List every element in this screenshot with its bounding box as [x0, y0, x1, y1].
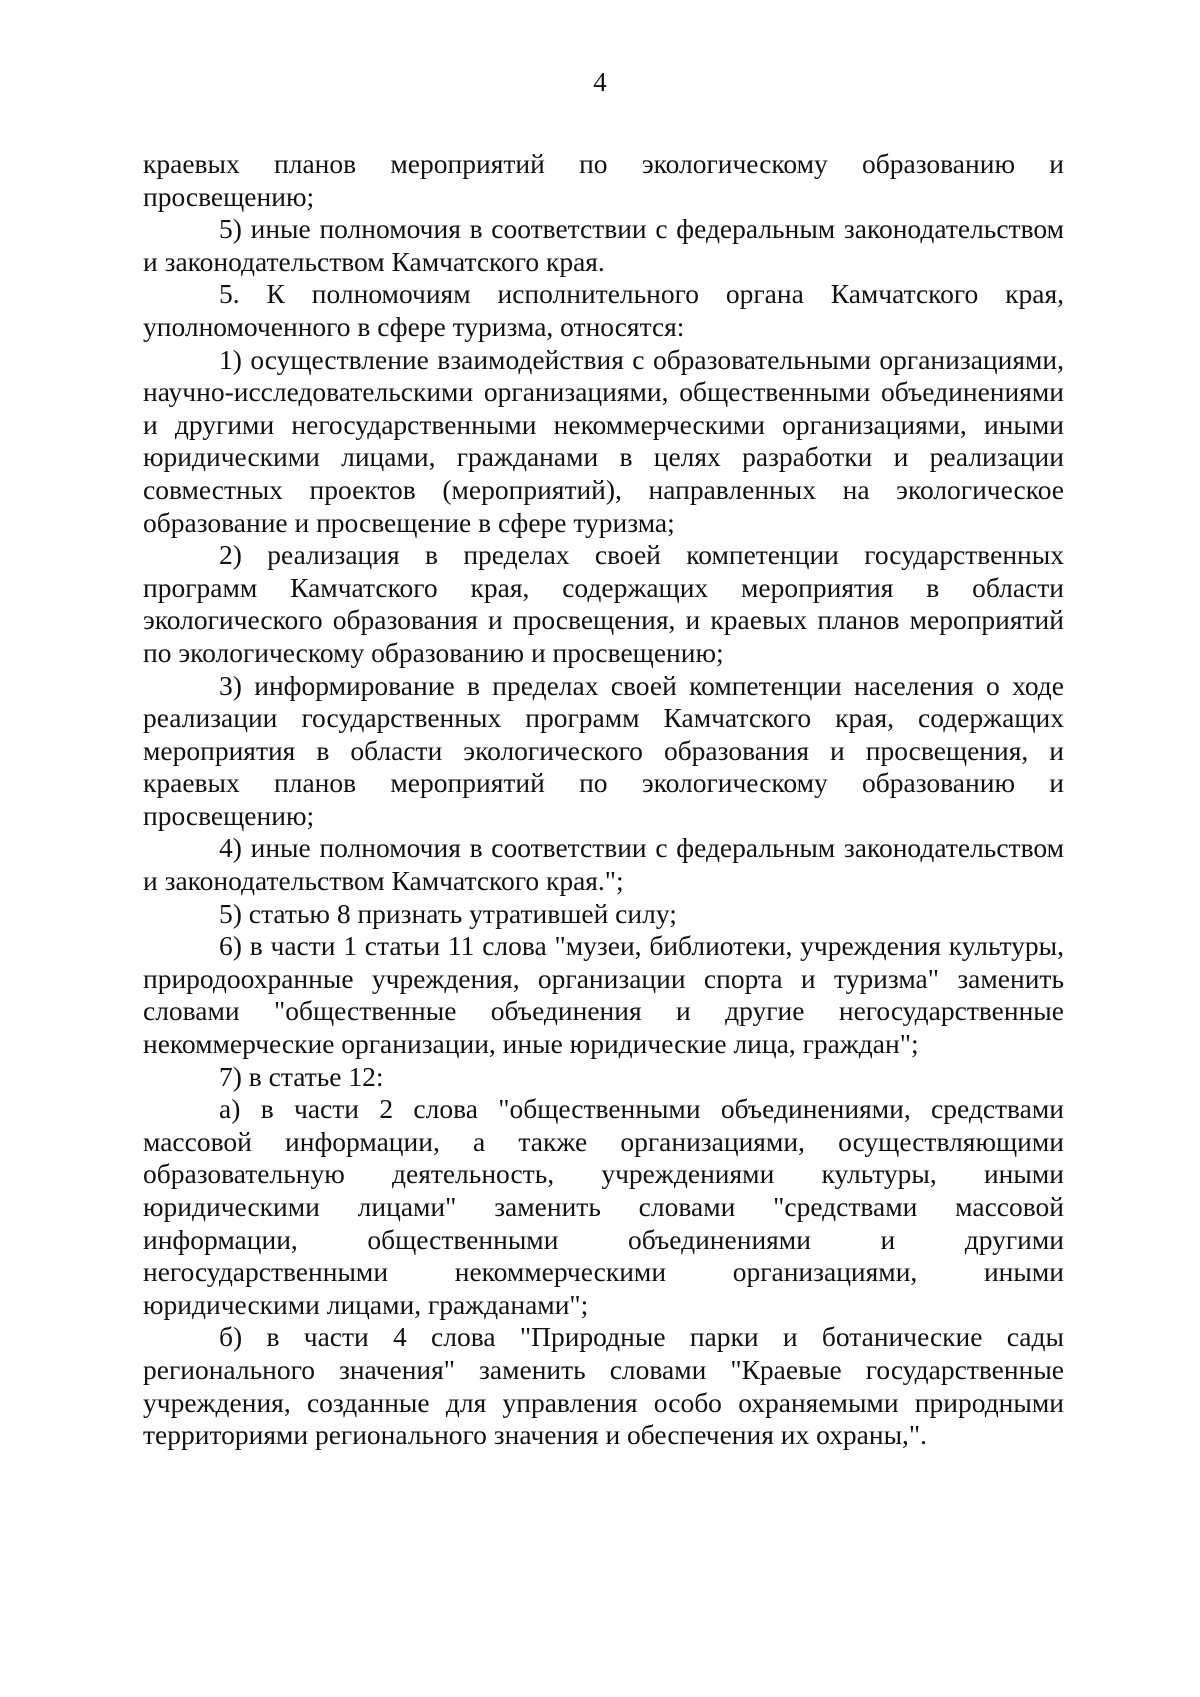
paragraph-item-5-other-powers: 5) иные полномочия в соответствии с федеральным законодательством и законодательством Камчатского края.: [143, 213, 1064, 277]
paragraph-amendment-6: 6) в части 1 статьи 11 слова "музеи, библиотеки, учреждения культуры, природоохранные учреждения, организации спорта и туризма" заменить словами "общественные объединения и другие негосударственные некоммерческие организации, иные юридические лица, граждан";: [143, 930, 1064, 1060]
paragraph-amendment-7a: а) в части 2 слова "общественными объединениями, средствами массовой информации, а также организациями, осуществляющими образовательную деятельность, учреждениями культуры, иными юридическими лицами" заменить словами "средствами массовой информации, общественными объединениями и другими негосударственными некоммерческими организациями, иными юридическими лицами, гражданами";: [143, 1093, 1064, 1320]
document-body: [143, 148, 1064, 1452]
paragraph-item-3-informing: 3) информирование в пределах своей компетенции населения о ходе реализации государственных программ Камчатского края, содержащих мероприятия в области экологического образования и просвещения, и краевых планов мероприятий по экологическому образованию и просвещению;: [143, 669, 1064, 831]
paragraph-item-1-interaction: 1) осуществление взаимодействия с образовательными организациями, научно-исследовательскими организациями, общественными объединениями и другими негосударственными некоммерческими организациями, иными юридическими лицами, гражданами в целях разработки и реализации совместных проектов (мероприятий), направленных на экологическое образование и просвещение в сфере туризма;: [143, 343, 1064, 538]
paragraph-amendment-5: 5) статью 8 признать утратившей силу;: [219, 897, 677, 929]
paragraph-item-4-other-powers: 4) иные полномочия в соответствии с федеральным законодательством и законодательством Камчатского края.";: [143, 832, 1064, 897]
paragraph-continuation: краевых планов мероприятий по экологическому образованию и просвещению;: [143, 148, 1064, 212]
paragraph-amendment-7b: б) в части 4 слова "Природные парки и ботанические сады регионального значения" заменить словами "Краевые государственные учреждения, созданные для управления особо охраняемыми природными территориями регионального значения и обеспечения их охраны,".: [143, 1321, 1064, 1451]
page-number: 4: [593, 67, 607, 97]
paragraph-item-2-implementation: 2) реализация в пределах своей компетенции государственных программ Камчатского края, содержащих мероприятия в области экологического образования и просвещения, и краевых планов мероприятий по экологическому образованию и просвещению;: [143, 539, 1064, 668]
paragraph-section-5-tourism-powers: 5. К полномочиям исполнительного органа Камчатского края, уполномоченного в сфере туризма, относятся:: [143, 278, 1064, 342]
paragraph-amendment-7: 7) в статье 12:: [219, 1060, 384, 1092]
